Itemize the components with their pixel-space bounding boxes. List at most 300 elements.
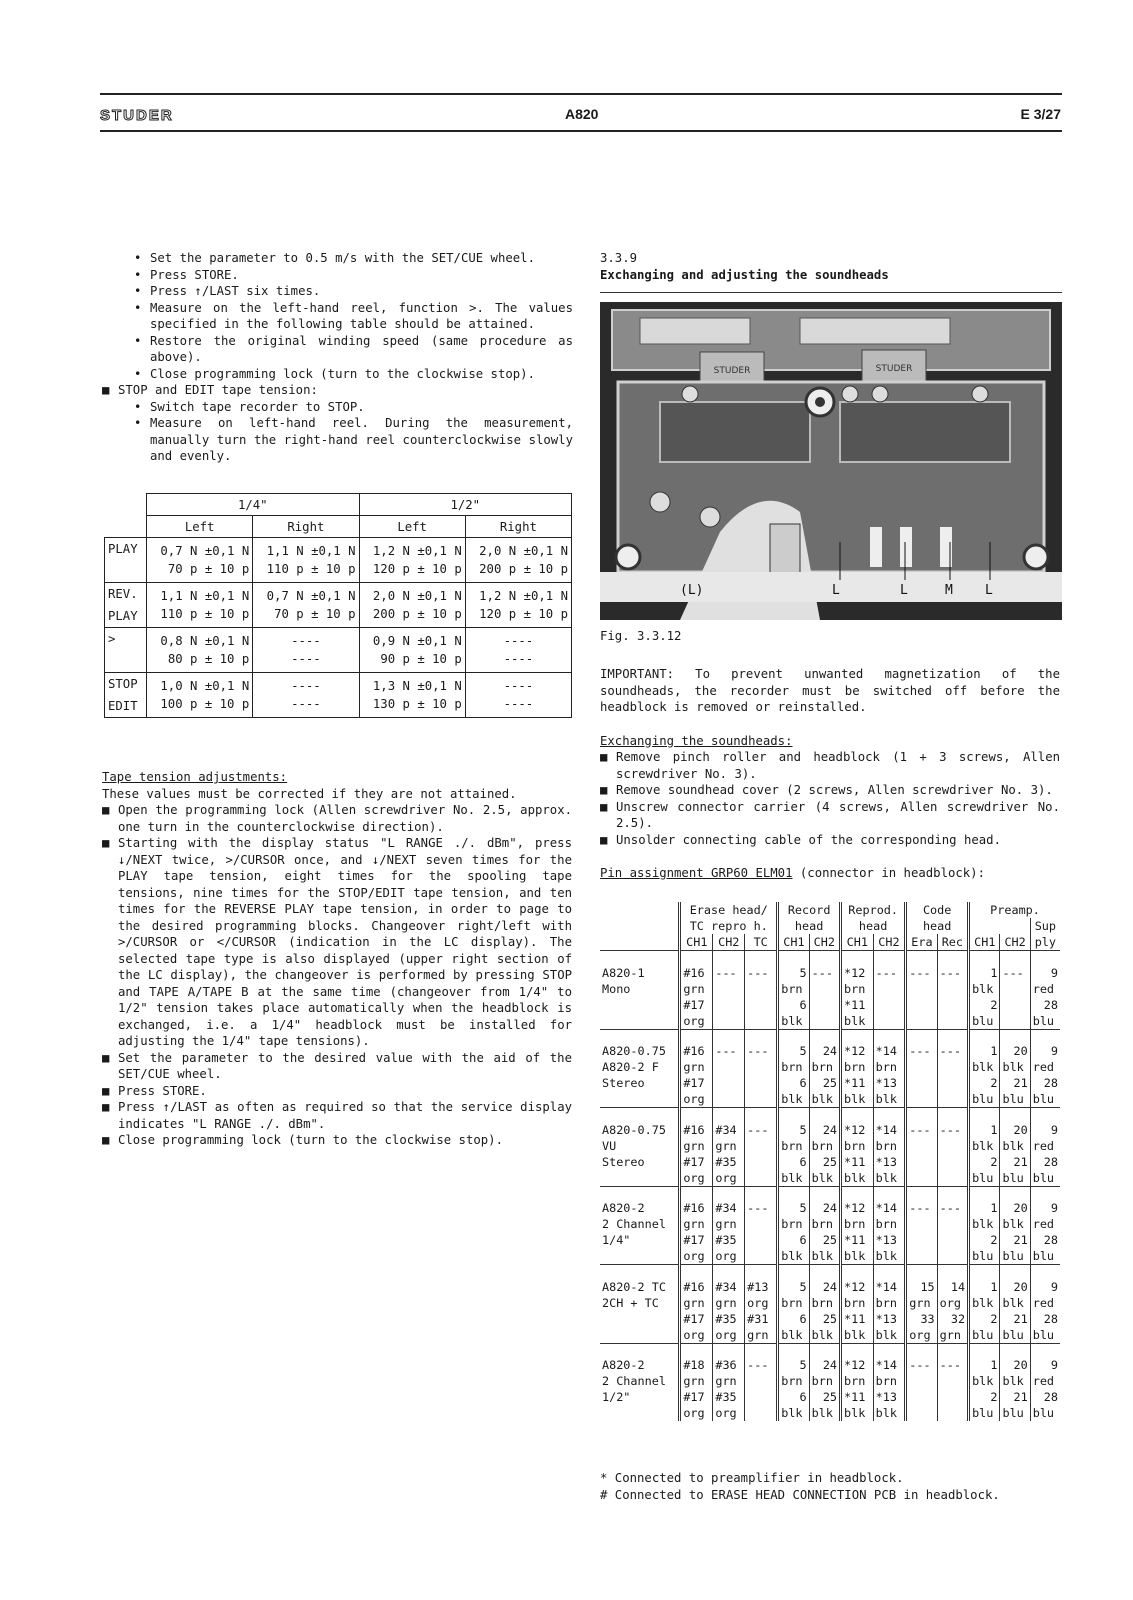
gap-cell [873, 1343, 906, 1357]
column-group-header: Erase head/ [680, 902, 778, 918]
pin-cell [745, 1373, 778, 1389]
pin-cell: blk [969, 1138, 1000, 1154]
gap-cell [680, 1108, 713, 1122]
column-group-header: head [841, 918, 906, 934]
pin-cell: 9 [1030, 1200, 1060, 1216]
pin-cell [937, 1405, 968, 1421]
pin-cell [906, 1248, 937, 1265]
bullet-icon: ■ [102, 1133, 110, 1147]
pin-cell: --- [906, 965, 937, 981]
pin-cell: 1 [969, 1200, 1000, 1216]
pin-cell: 21 [1000, 1311, 1030, 1327]
table-row [600, 1279, 1060, 1295]
gap-cell [1030, 1029, 1060, 1043]
pin-cell: brn [809, 1295, 840, 1311]
pin-cell: org [680, 1248, 713, 1265]
pin-cell: #16 [680, 1200, 713, 1216]
studer-plate-1: STUDER [713, 366, 751, 376]
tension-value: 0,9 N ±0,1 N [359, 628, 465, 651]
model-label: A820-1 [602, 965, 645, 980]
tension-value: 1,2 N ±0,1 N [359, 538, 465, 561]
table-row [600, 1154, 1060, 1170]
gap-cell [1000, 1029, 1030, 1043]
gap-cell [745, 1265, 778, 1279]
pin-cell [1000, 1013, 1030, 1030]
pin-cell: 20 [1000, 1200, 1030, 1216]
column-header: Sup [1030, 918, 1060, 934]
tension-value: ---- [253, 695, 359, 718]
pin-cell: *14 [873, 1043, 906, 1059]
table-row [600, 1108, 1060, 1122]
pin-cell [745, 1138, 778, 1154]
gap-cell [1030, 951, 1060, 965]
pin-cell: 5 [778, 1357, 809, 1373]
list-item-text: Press ↑/LAST as often as required so that the service display indicates "L RANGE ./. dBm". [118, 1100, 572, 1131]
right-text [600, 666, 1060, 882]
list-item [118, 267, 573, 284]
pin-cell: *11 [841, 1311, 874, 1327]
column-header: CH2 [809, 934, 840, 951]
pin-cell [745, 1059, 778, 1075]
pin-cell: grn [906, 1295, 937, 1311]
pin-cell: #16 [680, 1122, 713, 1138]
pin-cell: blk [778, 1248, 809, 1265]
pin-cell: org [713, 1170, 745, 1187]
pin-cell: blu [969, 1013, 1000, 1030]
model-label: 2 Channel [602, 1374, 666, 1388]
column-header: CH1 [778, 934, 809, 951]
pin-cell [937, 1013, 968, 1030]
pin-cell [745, 1389, 778, 1405]
model-label: Stereo [602, 1154, 645, 1169]
pin-cell: 28 [1030, 1075, 1060, 1091]
list-item-text: Close programming lock (turn to the clockwise stop). [150, 366, 535, 381]
pin-cell: grn [680, 1295, 713, 1311]
list-item [102, 835, 572, 1050]
pin-cell: blk [873, 1248, 906, 1265]
pin-cell: *14 [873, 1279, 906, 1295]
pin-cell: --- [713, 1043, 745, 1059]
gap-cell [1030, 1186, 1060, 1200]
gap-cell [841, 1186, 874, 1200]
column-group-header: TC repro h. [680, 918, 778, 934]
list-item-text: Press STORE. [150, 267, 239, 282]
list-item [118, 300, 573, 333]
pin-cell: #31 [745, 1311, 778, 1327]
pin-cell [906, 1216, 937, 1232]
pin-cell: #13 [745, 1279, 778, 1295]
pin-cell: red [1030, 981, 1060, 997]
tension-value: ---- [465, 628, 571, 651]
table-row [600, 934, 1060, 951]
gap-cell [680, 951, 713, 965]
section-header [600, 250, 1060, 283]
pin-cell: 2 [969, 1389, 1000, 1405]
table-row [600, 1248, 1060, 1265]
pin-cell: 2 [969, 1154, 1000, 1170]
pin-cell: blk [873, 1405, 906, 1421]
pin-cell: blk [969, 1295, 1000, 1311]
gap-cell [809, 1186, 840, 1200]
pin-cell [745, 1154, 778, 1170]
pin-cell: blu [1000, 1248, 1030, 1265]
bullet-icon: ■ [600, 799, 608, 814]
model-label: 1/4" [602, 1233, 631, 1247]
gap-cell [778, 951, 809, 965]
pin-cell [745, 1248, 778, 1265]
row-label: PLAY [105, 538, 147, 561]
pin-cell: *12 [841, 965, 874, 981]
column-group-header: head [778, 918, 841, 934]
adjustments-intro: These values must be corrected if they are not attained. [102, 786, 517, 801]
tension-value: 70 p ± 10 p [147, 560, 253, 583]
pin-cell: brn [778, 1138, 809, 1154]
table-row [600, 1265, 1060, 1279]
pin-cell: brn [778, 981, 809, 997]
pin-cell: 20 [1000, 1122, 1030, 1138]
tension-value: 1,2 N ±0,1 N [465, 583, 571, 606]
figure-caption [600, 628, 1060, 645]
table-row [105, 628, 572, 651]
page-number: E 3/27 [1020, 106, 1061, 122]
pin-cell: org [906, 1327, 937, 1344]
photo-label-l-2: L [900, 583, 908, 598]
tension-value: 200 p ± 10 p [465, 560, 571, 583]
pin-cell [906, 1389, 937, 1405]
pin-cell: 5 [778, 1122, 809, 1138]
bullet-marker: • [134, 300, 142, 315]
gap-cell [778, 1265, 809, 1279]
pin-cell [906, 1373, 937, 1389]
tension-value: 200 p ± 10 p [359, 605, 465, 628]
pin-cell: blu [1030, 1327, 1060, 1344]
pin-cell: blk [841, 1170, 874, 1187]
column-header: CH1 [969, 934, 1000, 951]
table-row [105, 695, 572, 718]
tension-value: ---- [253, 628, 359, 651]
column-header: Rec [937, 934, 968, 951]
pin-cell: blu [969, 1091, 1000, 1108]
table-row [600, 1122, 1060, 1138]
pin-cell [906, 1013, 937, 1030]
pin-cell: grn [713, 1295, 745, 1311]
pin-cell: --- [745, 965, 778, 981]
pin-cell: blu [969, 1327, 1000, 1344]
pin-cell: 25 [809, 1075, 840, 1091]
pin-cell: 6 [778, 997, 809, 1013]
tension-value: 100 p ± 10 p [147, 695, 253, 718]
gap-cell [969, 1029, 1000, 1043]
tension-value: ---- [465, 673, 571, 696]
pin-heading-rest: (connector in headblock): [792, 866, 985, 880]
pin-cell: 5 [778, 1279, 809, 1295]
list-item [102, 1099, 572, 1132]
pin-cell: blu [1000, 1405, 1030, 1421]
table-row [600, 1059, 1060, 1075]
pin-cell: 1 [969, 1279, 1000, 1295]
pin-cell: grn [680, 981, 713, 997]
model-label: 2 Channel [602, 1217, 666, 1231]
pin-cell: 9 [1030, 965, 1060, 981]
gap-cell [937, 1029, 968, 1043]
column-header: TC [745, 934, 778, 951]
pin-cell: #34 [713, 1122, 745, 1138]
pin-cell: 6 [778, 1154, 809, 1170]
gap-cell [809, 1029, 840, 1043]
tension-value: ---- [253, 673, 359, 696]
footnotes [600, 1470, 1060, 1503]
model-label: A820-2 [602, 1358, 645, 1372]
pin-cell: blu [969, 1405, 1000, 1421]
pin-cell [937, 1091, 968, 1108]
pin-cell: *13 [873, 1232, 906, 1248]
table-row [600, 965, 1060, 981]
gap-cell [778, 1108, 809, 1122]
row-label: REV. [105, 583, 147, 606]
tension-value: 120 p ± 10 p [359, 560, 465, 583]
list-item-text: Measure on the left-hand reel, function >. The values specified in the following table should be attained. [150, 300, 573, 331]
pin-cell [937, 1248, 968, 1265]
gap-cell [1000, 1108, 1030, 1122]
table-row [600, 1373, 1060, 1389]
pin-cell [906, 1232, 937, 1248]
pin-cell: 24 [809, 1043, 840, 1059]
pin-cell: brn [809, 1059, 840, 1075]
gap-cell [680, 1343, 713, 1357]
pin-cell [745, 981, 778, 997]
bullet-icon: ■ [102, 803, 110, 817]
pin-cell: brn [873, 1059, 906, 1075]
bullet-marker: • [134, 284, 142, 298]
list-item [102, 802, 572, 835]
gap-cell [841, 1265, 874, 1279]
gap-cell [1000, 1265, 1030, 1279]
pin-cell: brn [841, 1138, 874, 1154]
pin-cell: brn [873, 1138, 906, 1154]
pin-cell: brn [778, 1216, 809, 1232]
gap-cell [937, 1186, 968, 1200]
pin-cell: blu [1030, 1248, 1060, 1265]
pin-cell [1000, 981, 1030, 997]
gap-cell [937, 1343, 968, 1357]
pin-cell: brn [778, 1295, 809, 1311]
list-item [118, 333, 573, 366]
pin-cell: 25 [809, 1389, 840, 1405]
pin-cell: 6 [778, 1389, 809, 1405]
pin-cell: 1 [969, 1043, 1000, 1059]
pin-cell: grn [680, 1138, 713, 1154]
bullet-marker: ■ [102, 383, 110, 397]
pin-cell: 21 [1000, 1075, 1030, 1091]
column-header: CH1 [841, 934, 874, 951]
pin-cell [873, 1013, 906, 1030]
model-label: VU [602, 1138, 617, 1153]
pin-cell [713, 1059, 745, 1075]
table-row [600, 1389, 1060, 1405]
tension-value: 130 p ± 10 p [359, 695, 465, 718]
gap-cell [873, 1108, 906, 1122]
pin-cell: --- [873, 965, 906, 981]
gap-cell [713, 1265, 745, 1279]
pin-cell: blk [969, 1373, 1000, 1389]
bullet-icon: ■ [102, 1083, 110, 1098]
gap-cell [1000, 951, 1030, 965]
left-top-instructions [102, 250, 573, 465]
pin-cell: blk [778, 1170, 809, 1187]
table-row [600, 1295, 1060, 1311]
pin-cell: grn [680, 1216, 713, 1232]
table-corner [105, 494, 147, 516]
list-item [118, 415, 573, 465]
pin-cell: #34 [713, 1200, 745, 1216]
pin-cell: org [680, 1405, 713, 1421]
pin-cell: brn [841, 1059, 874, 1075]
pin-cell: brn [841, 1295, 874, 1311]
table-row [600, 902, 1060, 918]
gap-cell [841, 1108, 874, 1122]
pin-cell: org [680, 1013, 713, 1030]
pin-cell [937, 1170, 968, 1187]
pin-cell: 9 [1030, 1122, 1060, 1138]
tension-value: ---- [253, 650, 359, 673]
table-row [105, 650, 572, 673]
pin-cell: --- [937, 1357, 968, 1373]
corner-cell [600, 934, 680, 951]
pin-cell [906, 1154, 937, 1170]
gap-cell [680, 1029, 713, 1043]
list-item [600, 782, 1060, 799]
pin-cell: 24 [809, 1357, 840, 1373]
pin-cell: --- [906, 1043, 937, 1059]
pin-cell: --- [937, 1043, 968, 1059]
gap-cell [713, 1186, 745, 1200]
tension-value: 1,1 N ±0,1 N [147, 583, 253, 606]
gap-cell [906, 951, 937, 965]
pin-cell: blk [969, 1216, 1000, 1232]
gap-cell [745, 1029, 778, 1043]
table-row [600, 1216, 1060, 1232]
pin-cell: 32 [937, 1311, 968, 1327]
gap-cell [680, 1265, 713, 1279]
table-row [105, 673, 572, 696]
list-item-text: Close programming lock (turn to the clockwise stop). [118, 1133, 503, 1147]
pin-cell: *14 [873, 1357, 906, 1373]
pin-cell: --- [745, 1043, 778, 1059]
pin-cell: blu [969, 1170, 1000, 1187]
section-rule [600, 292, 1062, 293]
pin-cell: 2 [969, 1311, 1000, 1327]
model-label: Mono [602, 981, 631, 996]
table-row [105, 605, 572, 628]
list-item [102, 382, 573, 399]
gap-cell [745, 1343, 778, 1357]
pin-cell: blk [841, 1405, 874, 1421]
bullet-icon: ■ [102, 1050, 110, 1065]
list-item [600, 799, 1060, 832]
gap-cell [600, 1343, 680, 1357]
gap-cell [906, 1343, 937, 1357]
pin-cell [906, 997, 937, 1013]
pin-cell: --- [745, 1200, 778, 1216]
pin-cell [745, 1216, 778, 1232]
pin-cell: blk [841, 1327, 874, 1344]
gap-cell [745, 951, 778, 965]
pin-cell [937, 981, 968, 997]
pin-cell [906, 1138, 937, 1154]
pin-cell: --- [1000, 965, 1030, 981]
pin-cell [937, 1389, 968, 1405]
model-label [600, 1311, 680, 1327]
column-group-header [969, 918, 1031, 934]
gap-cell [873, 1029, 906, 1043]
bullet-marker: • [134, 366, 142, 381]
gap-cell [600, 951, 680, 965]
pin-cell: --- [937, 1122, 968, 1138]
pin-cell [906, 1170, 937, 1187]
pin-cell: 21 [1000, 1232, 1030, 1248]
pin-cell: *11 [841, 1154, 874, 1170]
left-header: Left [359, 516, 465, 538]
pin-cell: *11 [841, 1389, 874, 1405]
model-label [600, 997, 680, 1013]
pin-cell: org [680, 1327, 713, 1344]
gap-cell [841, 1343, 874, 1357]
row-label [105, 650, 147, 673]
pin-cell [906, 1075, 937, 1091]
table-row [600, 951, 1060, 965]
column-group-header: Reprod. [841, 902, 906, 918]
row-label: > [105, 628, 147, 651]
list-item-text: STOP and EDIT tape tension: [118, 383, 318, 397]
pin-cell: 5 [778, 965, 809, 981]
bullet-marker: • [134, 333, 142, 348]
list-item [118, 283, 573, 300]
gap-cell [745, 1186, 778, 1200]
table-row [600, 997, 1060, 1013]
pin-cell: 28 [1030, 997, 1060, 1013]
gap-cell [778, 1186, 809, 1200]
pin-cell: red [1030, 1138, 1060, 1154]
pin-cell: blk [809, 1091, 840, 1108]
pin-cell: blk [873, 1091, 906, 1108]
pin-cell: 20 [1000, 1357, 1030, 1373]
pin-cell: #17 [680, 997, 713, 1013]
pin-cell: blk [809, 1405, 840, 1421]
bullet-marker: • [134, 416, 142, 430]
tension-adjustments [102, 769, 572, 1149]
pin-cell [809, 1013, 840, 1030]
important-note: IMPORTANT: To prevent unwanted magnetization of the soundheads, the recorder must be switched off before the headblock is removed or reinstalled. [600, 667, 1060, 714]
tension-value: 0,7 N ±0,1 N [253, 583, 359, 606]
bullet-marker: • [134, 267, 142, 282]
list-item-text: Remove soundhead cover (2 screws, Allen screwdriver No. 3). [616, 783, 1053, 797]
pin-cell: *13 [873, 1311, 906, 1327]
pin-cell: *12 [841, 1043, 874, 1059]
pin-cell [937, 1059, 968, 1075]
table-row [600, 1200, 1060, 1216]
pin-cell [906, 1059, 937, 1075]
pin-cell: --- [906, 1200, 937, 1216]
pin-cell: #36 [713, 1357, 745, 1373]
pin-cell: grn [713, 1138, 745, 1154]
pin-cell: blu [969, 1248, 1000, 1265]
size-half-header: 1/2" [359, 494, 572, 516]
pin-cell: org [713, 1327, 745, 1344]
gap-cell [969, 1108, 1000, 1122]
gap-cell [1000, 1186, 1030, 1200]
pin-cell: #35 [713, 1154, 745, 1170]
bullet-icon: ■ [102, 1100, 110, 1114]
